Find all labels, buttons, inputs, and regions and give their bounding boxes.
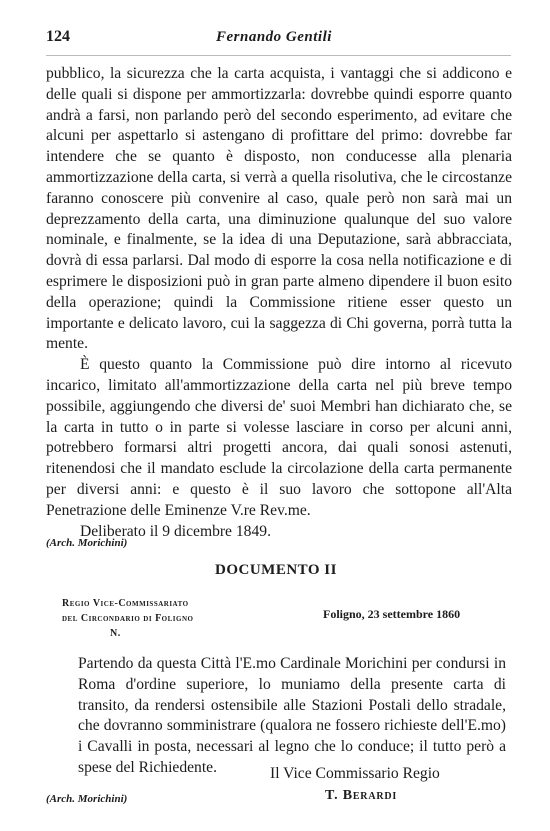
office-line-2: del Circondario di Foligno bbox=[62, 613, 194, 624]
document-paragraph: Partendo da questa Città l'E.mo Cardinale Morichini per condursi in Roma d'ordine superiore, lo muniamo della presente carta di transito, da rendersi ostensibile alle Stazioni Postali dello stradale, che dovranno somministrare (qualora ne fossero richieste dell'E.mo) i Cavalli in posta, necessari al legno che lo conduce; il tutto però a spese del Richiedente. bbox=[78, 655, 506, 776]
document-office-heading bbox=[62, 596, 302, 641]
office-line-1: Regio Vice-Commissariato bbox=[62, 598, 189, 609]
signature-title: Il Vice Commissario Regio bbox=[270, 765, 440, 782]
document-title: DOCUMENTO II bbox=[215, 562, 337, 578]
paragraph-2: È questo quanto la Commissione può dire intorno al ricevuto incarico, limitato all'ammortizzazione della carta nel più breve tempo possibile, aggiungendo che diversi de' suoi Membri han dichiarato che, se la carta in tutto o in parte si volesse lasciare in corso per alcuni anni, potrebbero formarsi altri progetti ancora, dai quali sonosi astenuti, ritenendosi che il mandato esclude la circolazione della carta permanente per diversi anni: e questo è il suo lavoro che sottopone all'Alta Penetrazione delle Eminenze V.re Rev.me. bbox=[46, 356, 512, 519]
archive-note: (Arch. Morichini) bbox=[46, 537, 128, 549]
page-number: 124 bbox=[46, 28, 70, 45]
header-rule bbox=[46, 55, 511, 56]
place-date: Foligno, 23 settembre 1860 bbox=[323, 607, 461, 621]
page-header bbox=[46, 28, 516, 52]
signature-name: T. Berardi bbox=[325, 788, 398, 803]
paragraph-1: pubblico, la sicurezza che la carta acquista, i vantaggi che si addicono e delle quali si dispone per ammortizzarla: dovrebbe quindi esporre quanto andrà a farsi, non parlando però del secondo esperimento, ad evitare che alcuni per aspettarlo si astengano di profittare del primo: dovrebbe far intendere che se quanto è disposto, non conducesse alla plenaria ammortizzazione della carta, si verrà a quella risolutiva, che le circostanze faranno conoscere più convenire al caso, quale però non sarà mai un deprezzamento della carta, una diminuzione qualunque del suo valore nominale, e finalmente, se la idea di una Deputazione, sarà abbracciata, dovrà di essa parlarsi. Dal modo di esporre la cosa nella notificazione e di esprimere le disposizioni può in gran parte almeno dipendere il buon esito della operazione; quindi la Commissione ritiene esser questo un importante e delicato lavoro, cui la saggezza di Chi governa, porrà tutta la mente. bbox=[46, 65, 512, 353]
running-head: Fernando Gentili bbox=[216, 29, 332, 45]
main-text bbox=[46, 64, 512, 542]
office-number: N. bbox=[110, 628, 121, 639]
paragraph-3: Deliberato il 9 dicembre 1849. bbox=[80, 522, 271, 540]
document-archive-note: (Arch. Morichini) bbox=[46, 793, 128, 805]
document-text bbox=[78, 654, 506, 779]
